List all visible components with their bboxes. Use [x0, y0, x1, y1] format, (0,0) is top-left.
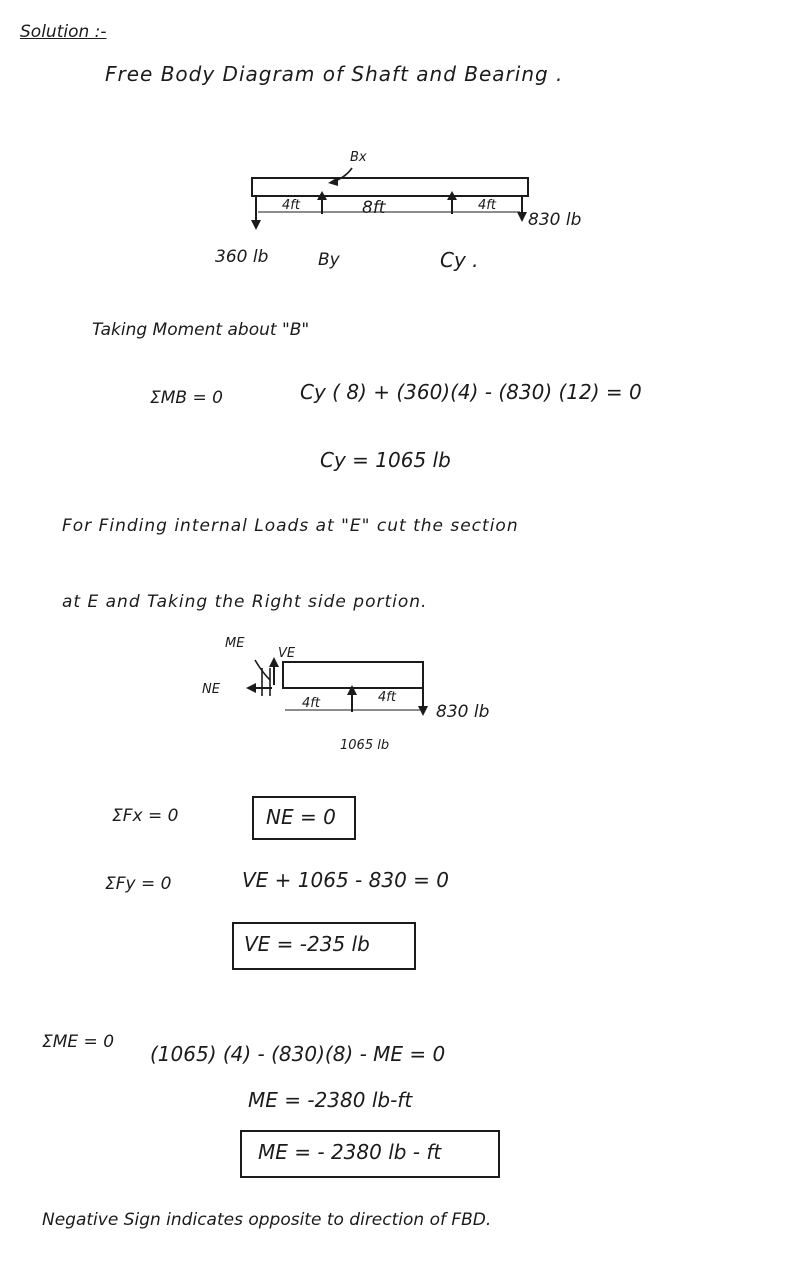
section-line-2: at E and Taking the Right side portion.: [62, 592, 428, 612]
dim-label-3: 4ft: [478, 198, 496, 213]
moment-sum: ΣMB = 0: [150, 388, 223, 408]
sign-note: Negative Sign indicates opposite to direction of FBD.: [42, 1210, 492, 1230]
heading: Solution :-: [20, 22, 107, 42]
dim-label-1: 4ft: [282, 198, 300, 213]
sum-me: ΣME = 0: [42, 1032, 115, 1052]
moment-equation: Cy ( 8) + (360)(4) - (830) (12) = 0: [300, 380, 642, 404]
load-360-label: 360 lb: [215, 247, 269, 267]
fbd-title: Free Body Diagram of Shaft and Bearing .: [105, 62, 564, 86]
ve-label: VE: [278, 646, 296, 661]
dim2-label-2: 4ft: [378, 690, 396, 705]
ne-label: NE: [202, 682, 220, 697]
me-equation: (1065) (4) - (830)(8) - ME = 0: [150, 1042, 446, 1066]
me-label: ME: [225, 636, 245, 651]
cy-result: Cy = 1065 lb: [320, 448, 451, 472]
bx-label: Bx: [350, 150, 367, 165]
sum-fy: ΣFy = 0: [105, 874, 172, 894]
dim-label-2: 8ft: [362, 198, 386, 218]
me-step: ME = -2380 lb-ft: [248, 1088, 413, 1112]
section-line-1: For Finding internal Loads at "E" cut the section: [62, 516, 519, 536]
section-beam: [283, 662, 423, 688]
ne-result: NE = 0: [266, 805, 336, 829]
ve-equation: VE + 1065 - 830 = 0: [242, 868, 449, 892]
ve-result: VE = -235 lb: [244, 932, 370, 956]
reaction-1065-label: 1065 lb: [340, 738, 390, 753]
dim2-label-1: 4ft: [302, 696, 320, 711]
moment-intro: Taking Moment about "B": [92, 320, 310, 340]
load-830-label: 830 lb: [528, 210, 582, 230]
cy-label: Cy .: [440, 248, 479, 272]
load2-830-label: 830 lb: [436, 702, 490, 722]
shaft-beam: [252, 178, 528, 196]
me-result: ME = - 2380 lb - ft: [258, 1140, 442, 1164]
sum-fx: ΣFx = 0: [112, 806, 179, 826]
by-label: By: [318, 250, 340, 270]
